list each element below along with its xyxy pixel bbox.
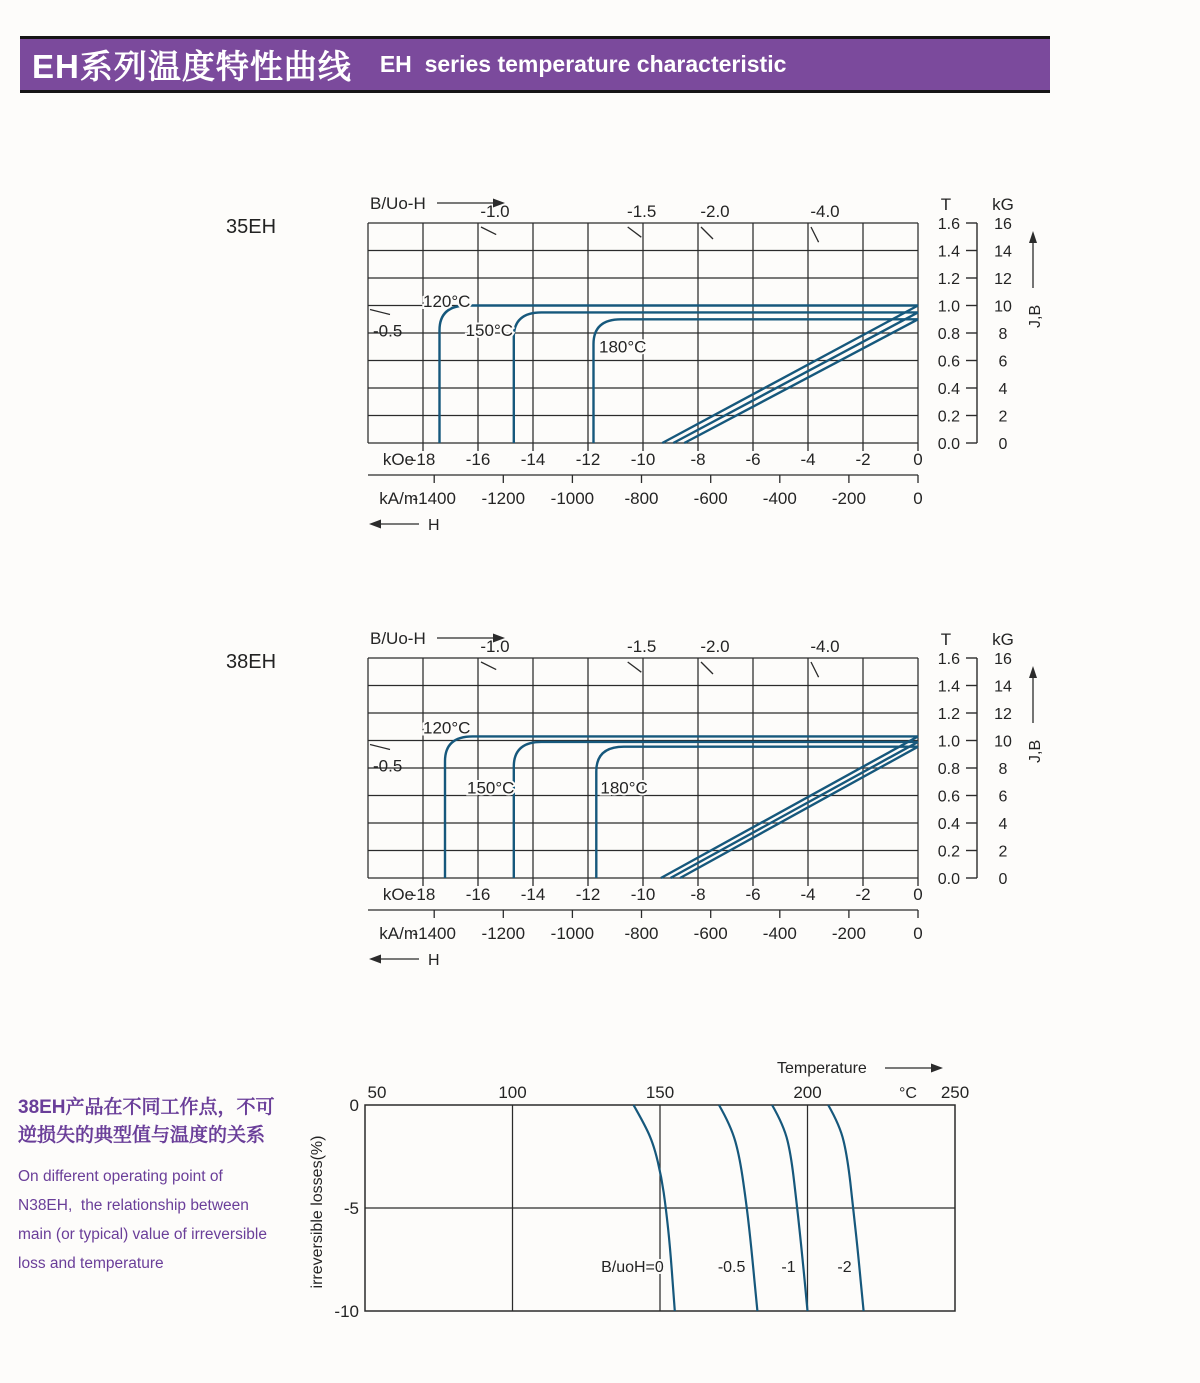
svg-text:-18: -18 — [410, 885, 436, 904]
x-axis-kam — [368, 910, 923, 943]
svg-text:T: T — [940, 630, 952, 649]
series-180°C — [596, 747, 918, 878]
svg-text:250: 250 — [940, 1083, 970, 1102]
note-line-en-1: On different operating point of — [18, 1168, 223, 1185]
chart-irreversible-losses — [280, 1040, 1000, 1375]
svg-text:120°C: 120°C — [423, 718, 471, 738]
svg-text:50: 50 — [367, 1083, 387, 1102]
svg-text:-12: -12 — [575, 450, 601, 469]
svg-text:4: 4 — [998, 381, 1008, 398]
svg-text:2: 2 — [998, 408, 1008, 426]
svg-text:0: 0 — [349, 1096, 359, 1115]
svg-text:6: 6 — [998, 353, 1008, 371]
svg-text:-4: -4 — [800, 885, 816, 904]
svg-text:0.2: 0.2 — [937, 843, 960, 861]
svg-text:J,B: J,B — [1027, 739, 1044, 763]
svg-text:2: 2 — [998, 843, 1008, 861]
h-direction-arrow — [369, 952, 440, 969]
grid-lines — [365, 1105, 955, 1311]
x-axis-temperature — [368, 1060, 970, 1102]
right-scale — [938, 630, 1014, 888]
svg-text:-800: -800 — [624, 489, 659, 508]
svg-text:-2: -2 — [855, 450, 871, 469]
svg-text:1.2: 1.2 — [937, 706, 960, 723]
svg-text:-2: -2 — [837, 1258, 852, 1276]
svg-text:-4: -4 — [800, 450, 816, 469]
svg-text:-600: -600 — [693, 924, 728, 943]
svg-text:-1200: -1200 — [481, 489, 526, 508]
svg-text:-4.0: -4.0 — [810, 637, 840, 656]
svg-text:200: 200 — [793, 1083, 822, 1102]
svg-text:-1.0: -1.0 — [480, 637, 510, 656]
svg-text:1.0: 1.0 — [937, 298, 960, 316]
svg-text:1.6: 1.6 — [937, 651, 960, 668]
svg-text:-1.5: -1.5 — [627, 637, 657, 656]
svg-text:-10: -10 — [630, 450, 656, 469]
svg-text:H: H — [428, 952, 440, 969]
svg-text:1.0: 1.0 — [937, 733, 960, 751]
svg-text:kA/m: kA/m — [379, 924, 418, 943]
svg-text:8: 8 — [998, 761, 1008, 778]
svg-text:0.6: 0.6 — [937, 788, 960, 806]
grid-lines — [368, 658, 918, 878]
svg-text:180°C: 180°C — [600, 778, 648, 798]
right-scale — [938, 195, 1014, 453]
svg-text:-1.0: -1.0 — [480, 202, 510, 221]
series-120°C — [423, 292, 918, 443]
svg-text:-2.0: -2.0 — [700, 202, 730, 221]
note-line-zh-1: 38EH产品在不同工作点，不可 — [18, 1097, 275, 1118]
note-line-zh-2: 逆损失的典型值与温度的关系 — [18, 1125, 266, 1146]
svg-text:14: 14 — [994, 243, 1012, 261]
svg-text:0: 0 — [913, 885, 923, 904]
svg-text:-18: -18 — [410, 450, 436, 469]
svg-text:H: H — [428, 517, 440, 534]
svg-text:-1: -1 — [781, 1258, 796, 1276]
svg-text:0: 0 — [998, 436, 1008, 453]
svg-text:150: 150 — [645, 1083, 675, 1102]
svg-text:-6: -6 — [745, 450, 761, 469]
svg-text:kA/m: kA/m — [379, 489, 418, 508]
note-line-en-2: N38EH, the relationship between — [18, 1197, 249, 1214]
svg-text:0.2: 0.2 — [937, 408, 960, 426]
page-title-english: EH series temperature characteristic — [379, 51, 787, 77]
svg-text:B/Uo-H: B/Uo-H — [370, 194, 426, 213]
svg-text:1.4: 1.4 — [937, 678, 960, 696]
jb-direction-arrow — [1027, 666, 1044, 763]
svg-text:4: 4 — [998, 816, 1008, 833]
svg-text:-12: -12 — [575, 885, 601, 904]
svg-text:180°C: 180°C — [599, 337, 647, 357]
svg-text:kOe: kOe — [382, 450, 414, 469]
svg-text:1.4: 1.4 — [937, 243, 960, 261]
svg-text:-2.0: -2.0 — [700, 637, 730, 656]
svg-text:-5: -5 — [343, 1199, 359, 1218]
svg-text:8: 8 — [998, 326, 1008, 343]
svg-text:-1200: -1200 — [481, 924, 526, 943]
note-line-en-4: loss and temperature — [18, 1255, 164, 1272]
svg-text:0.4: 0.4 — [937, 816, 960, 833]
svg-text:150°C: 150°C — [467, 778, 515, 798]
svg-text:10: 10 — [994, 298, 1012, 316]
svg-text:-8: -8 — [690, 450, 706, 469]
svg-text:0.6: 0.6 — [937, 353, 960, 371]
jb-direction-arrow — [1027, 231, 1044, 328]
svg-text:-14: -14 — [520, 885, 546, 904]
svg-text:0: 0 — [998, 871, 1008, 888]
chart-title-38eh: 38EH — [226, 651, 277, 673]
svg-text:12: 12 — [994, 706, 1012, 723]
svg-text:-1400: -1400 — [412, 489, 456, 508]
svg-text:-600: -600 — [693, 489, 728, 508]
svg-text:-1000: -1000 — [550, 489, 595, 508]
svg-text:-200: -200 — [831, 489, 866, 508]
svg-text:B/uoH=0: B/uoH=0 — [601, 1258, 664, 1276]
x-axis-kam — [368, 475, 923, 508]
svg-text:150°C: 150°C — [465, 320, 514, 340]
x-axis-koe — [383, 443, 923, 469]
svg-text:12: 12 — [994, 271, 1012, 288]
svg-text:-14: -14 — [520, 450, 546, 469]
svg-text:J,B: J,B — [1027, 304, 1044, 328]
page-title-chinese: EH系列温度特性曲线 — [32, 48, 352, 85]
losses-chart-note — [18, 1094, 318, 1278]
svg-text:-0.5: -0.5 — [373, 321, 403, 341]
svg-text:14: 14 — [994, 678, 1012, 696]
svg-text:-16: -16 — [465, 450, 491, 469]
svg-text:-1400: -1400 — [412, 924, 456, 943]
svg-text:0.8: 0.8 — [937, 326, 960, 343]
svg-text:T: T — [940, 195, 952, 214]
svg-text:-2: -2 — [855, 885, 871, 904]
h-direction-arrow — [369, 517, 440, 534]
chart-38eh-demagnetization — [300, 625, 1100, 990]
chart-title-35eh: 35EH — [226, 216, 277, 238]
svg-text:0.0: 0.0 — [937, 436, 960, 453]
svg-text:°C: °C — [899, 1085, 917, 1102]
svg-text:B/Uo-H: B/Uo-H — [370, 629, 426, 648]
svg-text:-8: -8 — [690, 885, 706, 904]
svg-text:-200: -200 — [831, 924, 866, 943]
svg-text:-400: -400 — [762, 924, 797, 943]
svg-text:0.0: 0.0 — [937, 871, 960, 888]
svg-text:-0.5: -0.5 — [717, 1258, 746, 1276]
svg-text:10: 10 — [994, 733, 1012, 751]
svg-text:-10: -10 — [630, 885, 656, 904]
svg-text:120°C: 120°C — [423, 291, 471, 311]
svg-text:-1000: -1000 — [550, 924, 595, 943]
svg-text:kG: kG — [992, 195, 1014, 214]
svg-text:100: 100 — [498, 1083, 527, 1102]
note-line-en-3: main (or typical) value of irreversible — [18, 1226, 267, 1243]
svg-text:-4.0: -4.0 — [810, 202, 840, 221]
svg-text:0: 0 — [913, 489, 923, 508]
svg-text:-400: -400 — [762, 489, 797, 508]
x-axis-koe — [383, 878, 923, 904]
grid-lines — [368, 223, 918, 443]
svg-text:0.4: 0.4 — [937, 381, 960, 398]
chart-35eh-demagnetization — [300, 190, 1100, 555]
svg-text:-800: -800 — [624, 924, 659, 943]
svg-text:irreversible losses(%): irreversible losses(%) — [309, 1135, 326, 1289]
svg-text:Temperature: Temperature — [777, 1060, 867, 1077]
svg-text:-1.5: -1.5 — [627, 202, 657, 221]
svg-text:1.6: 1.6 — [937, 216, 960, 233]
svg-text:1.2: 1.2 — [937, 271, 960, 288]
page-header-banner — [20, 36, 1050, 93]
svg-text:-10: -10 — [334, 1302, 359, 1321]
svg-text:-0.5: -0.5 — [373, 756, 403, 776]
svg-text:kOe: kOe — [382, 885, 414, 904]
svg-text:16: 16 — [994, 216, 1012, 233]
svg-text:-16: -16 — [465, 885, 491, 904]
svg-text:6: 6 — [998, 788, 1008, 806]
svg-text:0.8: 0.8 — [937, 761, 960, 778]
svg-text:16: 16 — [994, 651, 1012, 668]
svg-text:-6: -6 — [745, 885, 761, 904]
series-150°C — [467, 742, 918, 878]
svg-text:kG: kG — [992, 630, 1014, 649]
svg-text:0: 0 — [913, 924, 923, 943]
svg-text:0: 0 — [913, 450, 923, 469]
